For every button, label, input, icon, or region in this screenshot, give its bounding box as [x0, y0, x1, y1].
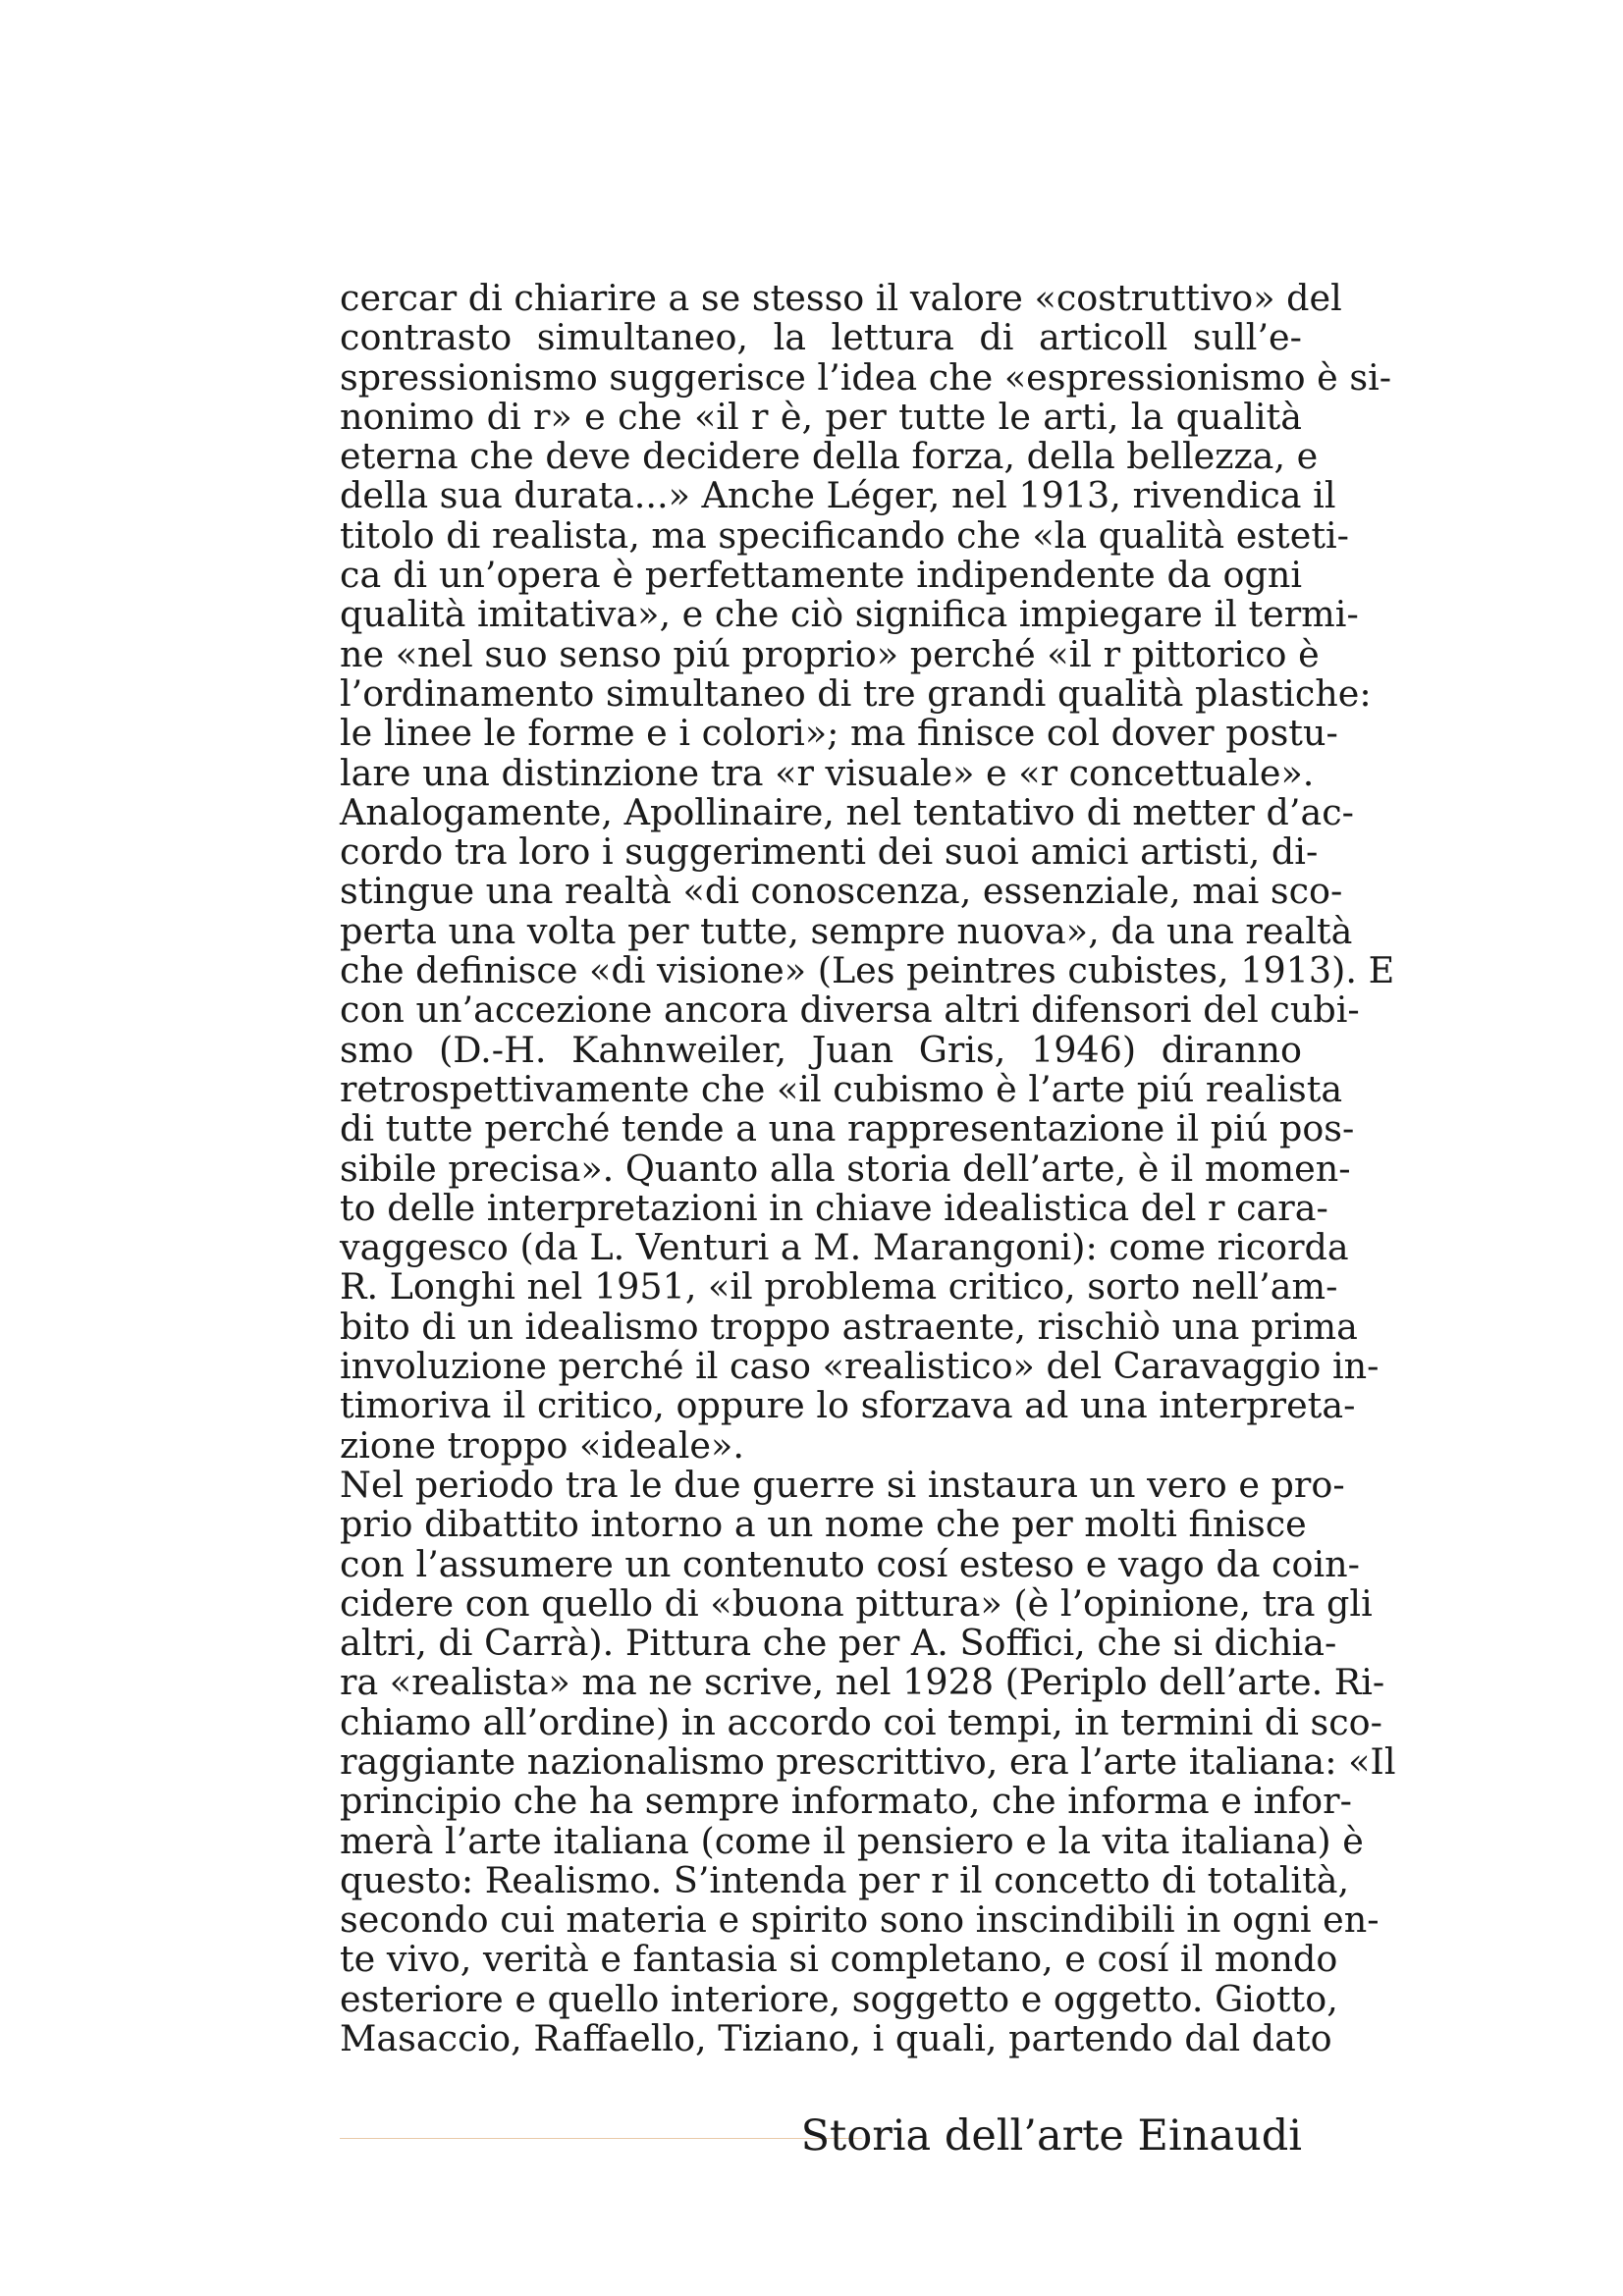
footer-rule — [340, 2138, 862, 2139]
text-line: prio dibattito intorno a un nome che per molti finisce — [340, 1503, 1307, 1546]
text-line: eterna che deve decidere della forza, della bellezza, e — [340, 435, 1319, 478]
text-line: merà l’arte italiana (come il pensiero e la vita italiana) è — [340, 1819, 1364, 1862]
text-line: zione troppo «ideale». — [340, 1423, 744, 1467]
text-line: principio che ha sempre informato, che informa e infor- — [340, 1780, 1352, 1823]
text-line: qualità imitativa», e che ciò significa impiegare il termi- — [340, 593, 1359, 636]
text-line: contrasto simultaneo, la lettura di articoll sull’e- — [340, 316, 1302, 359]
text-line: chiamo all’ordine) in accordo coi tempi, in termini di sco- — [340, 1700, 1382, 1743]
text-line: titolo di realista, ma specificando che «la qualità esteti- — [340, 513, 1349, 557]
text-line: secondo cui materia e spirito sono inscindibili in ogni en- — [340, 1898, 1380, 1942]
text-line: cercar di chiarire a se stesso il valore «costruttivo» del — [340, 277, 1342, 319]
page-footer — [340, 2109, 1302, 2167]
text-line: Masaccio, Raffaello, Tiziano, i quali, partendo dal dato — [340, 2017, 1332, 2060]
text-line: l’ordinamento simultaneo di tre grandi qualità plastiche: — [340, 671, 1372, 715]
text-line: to delle interpretazioni in chiave idealistica del r cara- — [340, 1186, 1328, 1229]
text-line: che definisce «di visione» (Les peintres cubistes, 1913). E — [340, 949, 1395, 992]
text-line: di tutte perché tende a una rappresentazione il piú pos- — [340, 1107, 1355, 1150]
footer-title: Storia dell’arte Einaudi — [800, 2111, 1302, 2161]
text-line: timoriva il critico, oppure lo sforzava ad una interpreta- — [340, 1384, 1356, 1427]
text-line: R. Longhi nel 1951, «il problema critico, sorto nell’am- — [340, 1265, 1338, 1308]
text-line: smo (D.-H. Kahnweiler, Juan Gris, 1946) diranno — [340, 1028, 1302, 1071]
text-line: altri, di Carrà). Pittura che per A. Soffici, che si dichia- — [340, 1622, 1337, 1665]
text-line: sibile precisa». Quanto alla storia dell’arte, è il momen- — [340, 1147, 1351, 1190]
text-line: bito di un idealismo troppo astraente, rischiò una prima — [340, 1305, 1358, 1348]
text-line: con l’assumere un contenuto cosí esteso e vago da coin- — [340, 1542, 1360, 1585]
text-line: ne «nel suo senso piú proprio» perché «il r pittorico è — [340, 632, 1320, 675]
text-line: Nel periodo tra le due guerre si instaura un vero e pro- — [340, 1463, 1345, 1506]
text-line: cidere con quello di «buona pittura» (è l’opinione, tra gli — [340, 1581, 1373, 1625]
text-line: vaggesco (da L. Venturi a M. Marangoni): come ricorda — [340, 1226, 1349, 1269]
text-line: ra «realista» ma ne scrive, nel 1928 (Periplo dell’arte. Ri- — [340, 1661, 1385, 1704]
text-line: retrospettivamente che «il cubismo è l’arte piú realista — [340, 1067, 1343, 1110]
text-line: te vivo, verità e fantasia si completano, e cosí il mondo — [340, 1938, 1338, 1981]
text-line: involuzione perché il caso «realistico» del Caravaggio in- — [340, 1345, 1380, 1388]
text-line: con un’accezione ancora diversa altri difensori del cubi- — [340, 988, 1360, 1032]
text-line: spressionismo suggerisce l’idea che «espressionismo è si- — [340, 355, 1392, 399]
text-line: questo: Realismo. S’intenda per r il concetto di totalità, — [340, 1858, 1350, 1901]
text-line: lare una distinzione tra «r visuale» e «r concettuale». — [340, 751, 1315, 794]
text-line: Analogamente, Apollinaire, nel tentativo di metter d’ac- — [340, 790, 1354, 833]
text-line: stingue una realtà «di conoscenza, essenziale, mai sco- — [340, 870, 1343, 913]
text-line: esteriore e quello interiore, soggetto e oggetto. Giotto, — [340, 1977, 1338, 2020]
text-line: ca di un’opera è perfettamente indipendente da ogni — [340, 554, 1302, 597]
text-line: nonimo di r» e che «il r è, per tutte le arti, la qualità — [340, 395, 1302, 438]
body-text — [340, 277, 1396, 2060]
text-line: perta una volta per tutte, sempre nuova», da una realtà — [340, 909, 1353, 952]
text-line: raggiante nazionalismo prescrittivo, era l’arte italiana: «Il — [340, 1739, 1396, 1783]
text-line: della sua durata...» Anche Léger, nel 1913, rivendica il — [340, 474, 1336, 517]
text-line: le linee le forme e i colori»; ma finisce col dover postu- — [340, 712, 1338, 755]
text-line: cordo tra loro i suggerimenti dei suoi amici artisti, di- — [340, 830, 1319, 874]
